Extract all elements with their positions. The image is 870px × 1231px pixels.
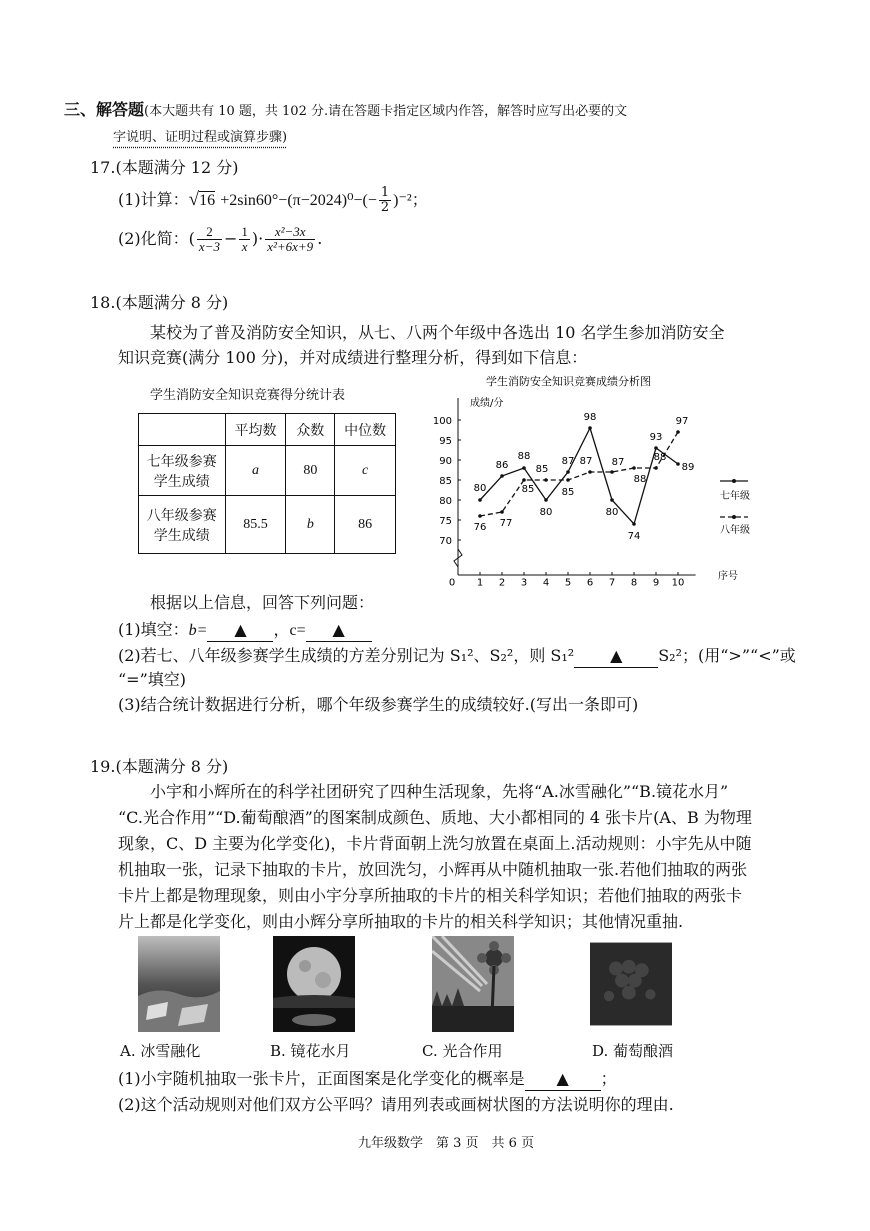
q18-sub1-label: (1)填空： [118,620,189,639]
legend-marker-grade8 [732,515,736,519]
y-tick-label: 95 [439,436,452,447]
q18-sub2-cont: “=”填空) [118,670,187,689]
q17-part2-label: (2)化简：( [118,229,195,248]
data-label: 88 [633,474,647,485]
x-tick-label: 5 [564,577,572,589]
section-heading [64,99,627,123]
data-point [500,510,504,514]
data-point [478,498,482,502]
data-point [478,514,482,518]
data-label: 93 [649,432,663,443]
q19-line-3: 现象，C、D 主要为化学变化)，卡片背面朝上洗匀放置在桌面上.活动规则：小宇先从中随 [118,834,752,853]
data-label: 74 [627,531,641,542]
data-point [588,470,592,474]
data-point [544,498,548,502]
q17-part1 [118,186,428,215]
data-point [566,478,570,482]
data-label: 88 [653,452,667,463]
y-tick-label: 85 [439,476,452,487]
data-point [522,478,526,482]
data-point [610,470,614,474]
data-point [610,498,614,502]
multiply-sign: )· [251,229,264,248]
q18-sub2-text: (2)若七、八年级参赛学生成绩的方差分别记为 S₁²、S₂²，则 S₁² [118,646,575,665]
card-caption-c: C. 光合作用 [422,1042,503,1060]
stat-table-title: 学生消防安全知识竞赛得分统计表 [150,388,346,403]
q19-sub1-text: (1)小宇随机抽取一张卡片，正面图案是化学变化的概率是 [118,1069,525,1088]
data-label: 80 [605,507,619,518]
answer-blank-c[interactable]: ▲ [306,619,372,642]
q18-sub2-text-b: S₂²；(用“>”“<”或 [658,646,796,665]
q19-line-2: “C.光合作用”“D.葡萄酿酒”的图案制成颜色、质地、大小都相同的 4 张卡片(A、B 为物理 [118,808,752,827]
data-label: 80 [539,507,553,518]
q18-header: 18.(本题满分 8 分) [90,293,229,312]
card-image-ice-melting [138,936,220,1032]
data-label: 88 [517,451,531,462]
q19-sub2: (2)这个活动规则对他们双方公平吗？请用列表或画树状图的方法说明你的理由. [118,1095,674,1114]
data-label: 86 [495,460,509,471]
stat-table [138,413,396,554]
x-tick-label: 8 [630,577,638,589]
cell-grade7-mode: 80 [286,446,335,496]
table-row [139,446,396,496]
answer-blank-variance[interactable]: ▲ [574,645,658,668]
data-label: 76 [473,522,487,533]
chart-ylabel: 成绩/分 [470,398,504,409]
answer-blank-b[interactable]: ▲ [207,619,273,642]
chart-title: 学生消防安全知识竞赛成绩分析图 [486,375,651,388]
data-label: 87 [579,456,593,467]
fraction-2-over-x-3: $\frac{2}{x-3}$ [198,224,220,254]
q19-line-6: 片上都是化学变化，则由小辉分享所抽取的卡片的相关科学知识；其他情况重抽. [118,912,684,931]
data-label: 97 [675,416,689,427]
score-line-chart [420,370,780,590]
q18-sub3: (3)结合统计数据进行分析，哪个年级参赛学生的成绩较好.(写出一条即可) [118,695,639,714]
fraction-1-over-x: $\frac{1}{x}$ [241,224,248,254]
q19-line-1: 小宇和小辉所在的科学社团研究了四种生活现象，先将“A.冰雪融化”“B.镜花水月” [150,782,729,801]
page-footer: 九年级数学 第 3 页 共 6 页 [358,1136,535,1151]
data-label: 87 [561,456,575,467]
header-median: 中位数 [335,414,396,446]
data-label: 98 [583,412,597,423]
data-label: 85 [535,464,549,475]
data-label: 85 [521,484,535,495]
legend-marker-grade7 [732,479,736,483]
section-title: 三、解答题 [64,100,145,119]
q19-sub1-end: ； [600,1069,617,1088]
y-tick-label: 70 [439,536,452,547]
header-mode: 众数 [286,414,335,446]
data-label: 77 [499,518,513,529]
data-point [566,470,570,474]
x-tick-label: 2 [498,577,506,589]
x-tick-label: 0 [448,577,456,589]
card-caption-b: B. 镜花水月 [270,1042,351,1060]
sqrt-argument: 16 [199,192,216,209]
data-point [632,522,636,526]
card-image-grape-wine [590,936,672,1032]
card-image-moon-reflection [273,936,355,1032]
cell-grade8-median: 86 [335,496,396,554]
q18-intro: 根据以上信息，回答下列问题： [150,593,375,612]
cell-grade7-median: c [335,446,396,496]
x-tick-label: 3 [520,577,528,589]
data-point [654,466,658,470]
cell-grade7-mean: a [225,446,286,496]
b-label: b= [188,622,208,639]
c-label: ，c= [273,622,306,639]
y-tick-label: 90 [439,456,452,467]
x-tick-label: 1 [476,577,484,589]
q18-paragraph-1: 某校为了普及消防安全知识，从七、八两个年级中各选出 10 名学生参加消防安全 [150,323,725,342]
legend-label-grade8: 八年级 [720,525,750,536]
q17-part1-label: (1)计算： [118,190,189,209]
card-caption-d: D. 葡萄酿酒 [592,1042,674,1060]
y-tick-label: 100 [432,416,452,427]
cell-grade8-mean: 85.5 [225,496,286,554]
data-point [676,430,680,434]
data-point [544,478,548,482]
q17-part2 [118,225,322,254]
data-point [632,466,636,470]
q17-part1-expression: +2sin60°−(π−2024)⁰−(− [220,192,377,209]
data-point [522,466,526,470]
sqrt-sign: √ [188,189,200,210]
fraction-polynomial: $\frac{\text{x²−3x}}{\text{x²+6x+9}}$ [267,224,314,254]
period: . [317,229,323,248]
q18-sub2 [118,645,796,668]
q17-header: 17.(本题满分 12 分) [90,158,239,177]
x-tick-label: 9 [652,577,660,589]
cell-grade8-mode: b [286,496,335,554]
x-tick-label: 10 [671,577,685,589]
y-tick-label: 75 [439,516,452,527]
data-point [500,474,504,478]
answer-blank-probability[interactable]: ▲ [525,1068,601,1091]
q19-sub1 [118,1068,617,1091]
chart-xlabel: 序号 [718,571,738,582]
minus-sign: − [223,229,238,248]
data-point [676,462,680,466]
q19-line-4: 机抽取一张，记录下抽取的卡片，放回洗匀，小辉再从中随机抽取一张.若他们抽取的两张 [118,860,748,879]
section-description-2: 字说明、证明过程或演算步骤) [113,130,288,145]
section-description: (本大题共有 10 题，共 102 分.请在答题卡指定区域内作答，解答时应写出必要的文 [144,104,628,119]
q19-line-5: 卡片上都是物理现象，则由小宇分享所抽取的卡片的相关科学知识；若他们抽取的两张卡 [118,886,743,905]
fraction-half: $\frac{1}{2}$ [380,185,390,215]
data-point [588,426,592,430]
card-caption-a: A. 冰雪融化 [120,1042,201,1060]
data-label: 89 [681,462,695,473]
q19-header: 19.(本题满分 8 分) [90,757,229,776]
data-label: 85 [561,487,575,498]
legend-label-grade7: 七年级 [720,491,750,502]
row-label-grade8: 八年级参赛 学生成绩 [139,496,226,554]
y-tick-label: 80 [439,496,452,507]
x-tick-label: 6 [586,577,594,589]
q17-part1-tail: )⁻²； [393,192,428,209]
data-point [654,446,658,450]
table-corner [139,414,226,446]
q18-paragraph-2: 知识竞赛(满分 100 分)，并对成绩进行整理分析，得到如下信息： [118,348,588,367]
row-label-grade7: 七年级参赛 学生成绩 [139,446,226,496]
header-mean: 平均数 [225,414,286,446]
x-tick-label: 4 [542,577,550,589]
data-label: 80 [473,483,487,494]
card-image-photosynthesis [432,936,514,1032]
x-tick-label: 7 [608,577,616,589]
data-label: 87 [611,457,625,468]
q18-sub1 [118,619,372,642]
table-row [139,496,396,554]
